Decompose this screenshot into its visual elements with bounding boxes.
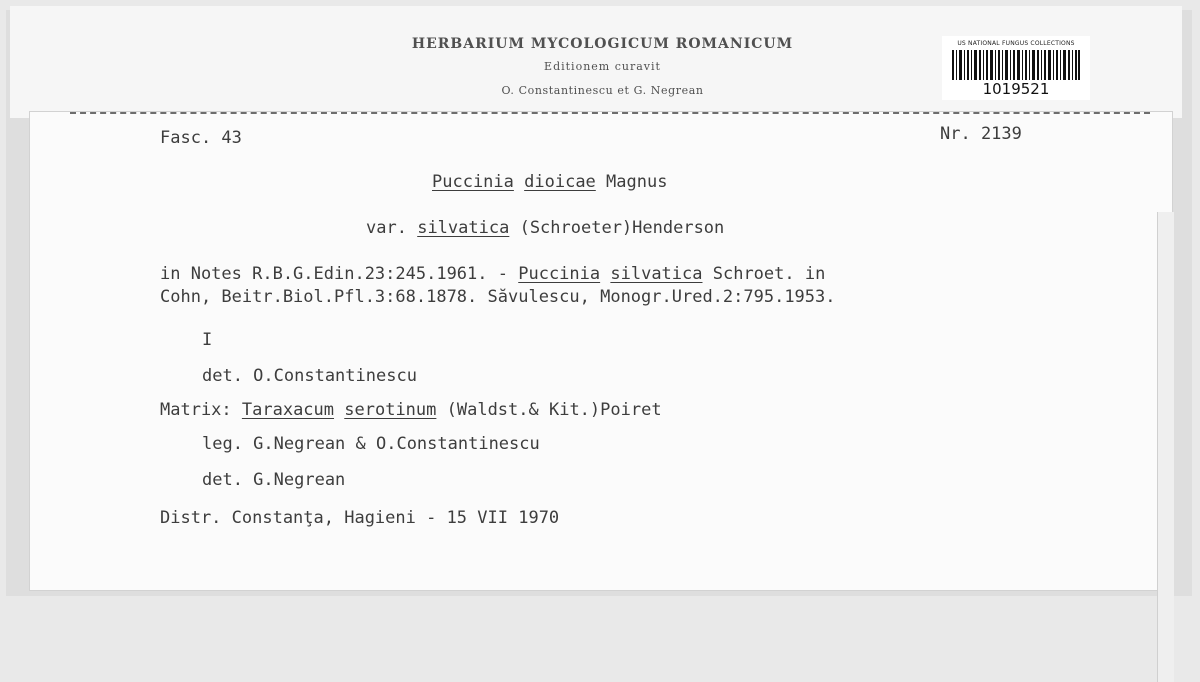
species-name — [432, 172, 667, 192]
species-genus: Puccinia — [432, 172, 514, 192]
catalog-number: 1019521 — [982, 80, 1050, 98]
variety-author: (Schroeter)Henderson — [519, 218, 725, 238]
spore-stage: I — [202, 330, 213, 350]
matrix-line — [160, 400, 662, 420]
exsiccata-number: Nr. 2139 — [940, 124, 1022, 144]
distribution-locality: Distr. Constanţa, Hagieni - 15 VII 1970 — [160, 508, 560, 528]
label-card-edge — [1157, 212, 1174, 682]
barcode-bars — [952, 50, 1080, 80]
species-epithet: dioicae — [524, 172, 596, 192]
determiner-2: det. G.Negrean — [202, 470, 346, 490]
collectors: leg. G.Negrean & O.Constantinescu — [202, 434, 540, 454]
barcode-label — [942, 36, 1090, 100]
host-author: (Waldst.& Kit.)Poiret — [436, 400, 662, 420]
synonym-author: Schroet. in — [702, 264, 826, 284]
synonym-genus: Puccinia — [518, 264, 601, 284]
matrix-prefix: Matrix: — [160, 400, 242, 420]
host-epithet: serotinum — [344, 400, 437, 420]
variety-name — [366, 218, 724, 238]
herbarium-subtitle: Editionem curavit — [544, 60, 661, 73]
herbarium-editors: O. Constantinescu et G. Negrean — [501, 84, 704, 97]
variety-prefix: var. — [366, 218, 407, 238]
species-author: Magnus — [606, 172, 668, 192]
header-divider — [70, 112, 1150, 114]
reference-citation: in Notes R.B.G.Edin.23:245.1961. - — [160, 264, 519, 284]
fascicle-number: Fasc. 43 — [160, 128, 242, 148]
variety-epithet: silvatica — [417, 218, 510, 238]
herbarium-title: HERBARIUM MYCOLOGICUM ROMANICUM — [411, 36, 794, 52]
barcode-caption: US NATIONAL FUNGUS COLLECTIONS — [957, 40, 1075, 47]
host-genus: Taraxacum — [241, 400, 335, 420]
synonym-epithet: silvatica — [610, 264, 703, 284]
reference-line-2: Cohn, Beitr.Biol.Pfl.3:68.1878. Săvulescu, Monogr.Ured.2:795.1953. — [160, 287, 836, 307]
determiner-1: det. O.Constantinescu — [202, 366, 417, 386]
reference-line-1 — [160, 264, 825, 284]
